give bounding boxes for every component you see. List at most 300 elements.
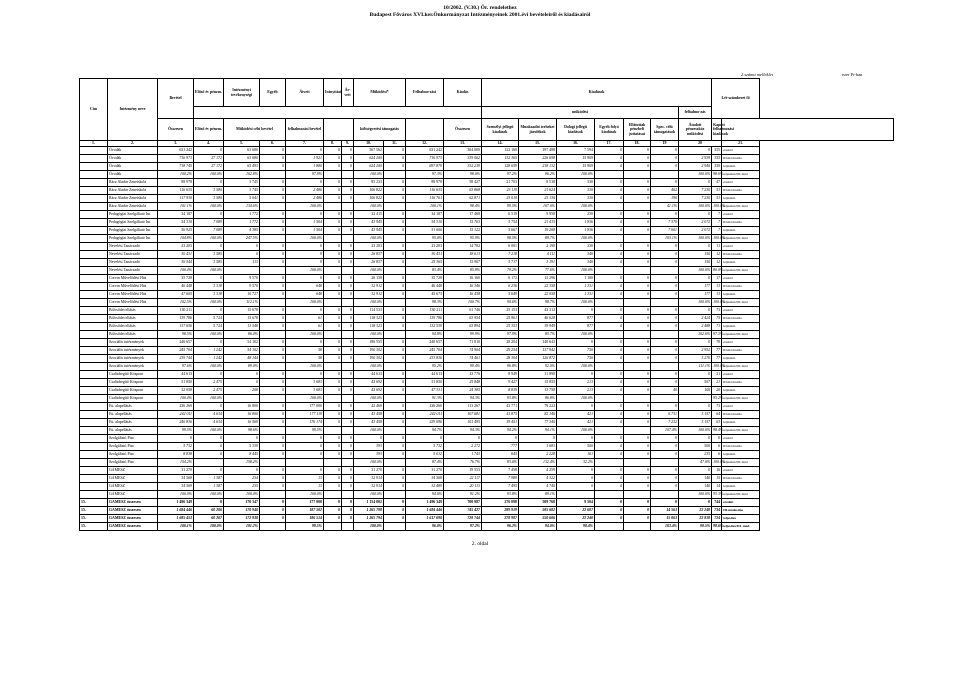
table-cell: 236 260	[406, 403, 444, 411]
row-intezmeny: Óvodák	[108, 171, 158, 179]
table-cell: 40	[651, 387, 679, 395]
table-row	[80, 435, 894, 443]
row-cim	[80, 299, 108, 307]
table-cell: 20	[712, 387, 722, 395]
table-cell: 254	[224, 475, 260, 483]
row-intezmeny: Családsegítő Központ	[108, 371, 158, 379]
table-cell: 63 680	[224, 147, 260, 155]
table-cell: 0	[384, 443, 406, 451]
table-cell: 34 568	[406, 475, 444, 483]
table-row	[80, 275, 894, 283]
table-cell: 100.0%	[679, 235, 712, 243]
table-cell: 16 800	[224, 411, 260, 419]
table-cell: 44 613	[354, 371, 384, 379]
table-cell: 10 727	[224, 291, 260, 299]
table-cell: 47 331	[406, 387, 444, 395]
table-cell: 0	[624, 323, 651, 331]
table-cell: 247.5%	[224, 235, 260, 243]
table-cell: 0	[324, 355, 342, 363]
table-cell: 0	[384, 163, 406, 171]
table-cell: 132 365	[482, 155, 519, 163]
table-cell: 85.7%	[519, 331, 557, 339]
table-cell: 101.2%	[224, 523, 260, 531]
table-cell: 5 012	[406, 451, 444, 459]
row-intezmeny: Családsegítő Központ	[108, 379, 158, 387]
table-cell: 462	[651, 187, 679, 195]
table-cell: 0	[324, 475, 342, 483]
table-cell: 0	[595, 379, 624, 387]
table-cell: 15 678	[224, 315, 260, 323]
table-cell: 107.0%	[519, 203, 557, 211]
table-cell: 240 836	[158, 419, 194, 427]
table-cell: 140	[679, 483, 712, 491]
table-cell: 0	[624, 315, 651, 323]
row-cim	[80, 227, 108, 235]
table-cell: 32 912	[354, 291, 384, 299]
col-mukodesi-sub: működési	[482, 107, 679, 119]
table-cell	[557, 491, 595, 499]
row-note: teljesítés	[722, 195, 760, 203]
row-note: teljesítés/III. mód	[722, 203, 760, 211]
table-cell: 79.2%	[482, 267, 519, 275]
table-cell: 7 232	[651, 419, 679, 427]
table-cell: 255	[224, 483, 260, 491]
table-cell	[384, 459, 406, 467]
row-cim	[80, 347, 108, 355]
row-cim	[80, 371, 108, 379]
col-bevetel: Bevétel	[158, 79, 194, 119]
table-cell: 0	[624, 507, 651, 515]
row-cim	[80, 307, 108, 315]
table-cell: 0	[384, 387, 406, 395]
table-cell: 22 818	[679, 515, 712, 523]
table-cell: 132.4%	[519, 459, 557, 467]
table-cell: 6	[712, 451, 722, 459]
table-cell: 0	[651, 163, 679, 171]
table-cell: 0	[324, 451, 342, 459]
table-cell: 0	[595, 323, 624, 331]
table-cell: 99.4%	[444, 363, 482, 371]
table-cell	[595, 523, 624, 531]
row-note: teljesítés/III. mód	[722, 171, 760, 179]
table-cell: 0	[194, 371, 224, 379]
table-cell: 14 563	[651, 507, 679, 515]
table-cell: 289 919	[482, 507, 519, 515]
table-cell: 230	[557, 243, 595, 251]
row-intezmeny: Bölcsődei ellátás	[108, 323, 158, 331]
table-cell: 0	[194, 179, 224, 187]
table-cell: 22 248	[679, 507, 712, 515]
table-cell: 0	[342, 339, 354, 347]
table-row	[80, 211, 894, 219]
table-cell: 0	[624, 355, 651, 363]
table-cell: 14 782	[444, 243, 482, 251]
table-cell: 0	[595, 251, 624, 259]
table-cell: 0	[342, 435, 354, 443]
table-cell: 100.0%	[354, 203, 384, 211]
table-cell: 0	[651, 323, 679, 331]
table-cell: 88 978	[158, 179, 194, 187]
table-cell: 100.0%	[286, 267, 324, 275]
table-cell: 0	[260, 283, 286, 291]
table-cell: 106 822	[354, 187, 384, 195]
table-cell: 98.3%	[406, 299, 444, 307]
table-cell: 100.0%	[194, 491, 224, 499]
table-cell: 3 580	[194, 195, 224, 203]
table-cell: 0	[595, 315, 624, 323]
table-cell: 96.2%	[519, 171, 557, 179]
table-cell: 13 548	[224, 323, 260, 331]
table-cell: 0	[342, 507, 354, 515]
table-cell	[384, 267, 406, 275]
table-cell: 100.7%	[444, 299, 482, 307]
table-cell: 2 190	[519, 243, 557, 251]
table-cell: 0	[651, 435, 679, 443]
table-cell: 98.0%	[444, 171, 482, 179]
row-intezmeny: Szociális intézmények	[108, 355, 158, 363]
table-row	[80, 195, 894, 203]
table-cell: 100.0%	[354, 459, 384, 467]
table-cell: 0	[557, 371, 595, 379]
table-cell: 0	[384, 403, 406, 411]
table-cell: 0	[286, 443, 324, 451]
table-cell	[260, 523, 286, 531]
column-number: 20	[679, 141, 722, 147]
table-cell: 0	[342, 499, 354, 507]
table-cell: 233 836	[406, 355, 444, 363]
table-cell: 51	[712, 187, 722, 195]
table-cell	[324, 395, 342, 403]
table-cell: 0	[342, 307, 354, 315]
table-cell: 242 011	[406, 411, 444, 419]
column-number: 5.	[224, 141, 260, 147]
table-cell: 89.0%	[224, 363, 260, 371]
table-cell: 750	[557, 355, 595, 363]
table-cell: 197 488	[519, 147, 557, 155]
row-note: III.módosítás	[722, 411, 760, 419]
table-cell	[624, 331, 651, 339]
table-cell: 1 772	[224, 219, 260, 227]
table-cell: 0	[384, 179, 406, 187]
table-cell: 0	[679, 243, 712, 251]
table-row	[80, 331, 894, 339]
table-cell: 0	[324, 219, 342, 227]
table-cell: 0	[384, 251, 406, 259]
table-cell: 3 157	[679, 411, 712, 419]
table-cell: 7 230	[679, 187, 712, 195]
table-cell: 8 838	[158, 451, 194, 459]
table-cell: 0	[624, 243, 651, 251]
row-cim: 15.	[80, 507, 108, 515]
table-cell: 6 236	[482, 283, 519, 291]
table-cell: 100.0%	[194, 267, 224, 275]
table-cell: 0	[595, 371, 624, 379]
table-cell: 0	[651, 475, 679, 483]
row-intezmeny: Nevelési Tanácsadó	[108, 267, 158, 275]
table-cell: 1 936	[557, 227, 595, 235]
row-cim	[80, 395, 108, 403]
table-cell: 64	[712, 411, 722, 419]
table-cell: 0	[342, 379, 354, 387]
table-cell: 0	[482, 435, 519, 443]
table-cell: 62 871	[444, 195, 482, 203]
table-cell: 51 850	[158, 379, 194, 387]
table-cell: 161	[557, 451, 595, 459]
table-cell	[595, 299, 624, 307]
table-cell: 0	[260, 179, 286, 187]
table-cell: 7	[712, 219, 722, 227]
table-cell: 2 486	[286, 187, 324, 195]
table-cell: 0	[519, 435, 557, 443]
table-cell: 0	[260, 307, 286, 315]
table-cell: 624 200	[354, 163, 384, 171]
table-cell: 0	[224, 371, 260, 379]
table-cell: 25 153	[482, 307, 519, 315]
table-cell: 2 940	[679, 163, 712, 171]
table-cell: 0	[595, 515, 624, 523]
table-cell: 0	[651, 467, 679, 475]
table-cell: 0	[260, 411, 286, 419]
row-intezmeny: Rácz Aladár Zeneiskola	[108, 203, 158, 211]
col-mukodesi: Működési*	[354, 79, 406, 107]
table-cell: 8 445	[224, 451, 260, 459]
table-cell: 101 495	[444, 419, 482, 427]
table-cell: 97.2%	[444, 523, 482, 531]
table-cell: 0	[260, 483, 286, 491]
table-cell: 0	[651, 339, 679, 347]
table-cell: 0	[342, 179, 354, 187]
table-cell: 0	[624, 147, 651, 155]
table-cell: 250	[557, 211, 595, 219]
table-cell: 43 771	[482, 403, 519, 411]
table-cell: 5 649	[482, 291, 519, 299]
table-cell	[595, 331, 624, 339]
table-cell: 100.1%	[158, 523, 194, 531]
table-cell: 100.0%	[286, 235, 324, 243]
table-cell: 0	[651, 259, 679, 267]
table-cell: 0	[384, 419, 406, 427]
table-cell: 83.4%	[406, 267, 444, 275]
column-number: 7.	[286, 141, 324, 147]
table-cell: 0	[260, 419, 286, 427]
column-number: 16.	[557, 141, 595, 147]
table-cell: 100.0%	[679, 299, 712, 307]
table-cell: 2 475	[194, 387, 224, 395]
table-cell: 0	[595, 411, 624, 419]
table-cell: 19 208	[519, 227, 557, 235]
table-cell	[342, 299, 354, 307]
table-cell	[624, 203, 651, 211]
table-cell: 13	[286, 475, 324, 483]
table-cell: 0	[260, 155, 286, 163]
table-cell: 0	[595, 419, 624, 427]
table-cell: 728 744	[444, 515, 482, 523]
table-row	[80, 371, 894, 379]
row-intezmeny: Eü. alapellátás	[108, 419, 158, 427]
table-cell: 0	[384, 227, 406, 235]
table-cell: 61	[286, 323, 324, 331]
table-cell: 0	[342, 467, 354, 475]
table-cell: 100.0%	[557, 267, 595, 275]
table-cell: 13	[712, 291, 722, 299]
table-cell: 9 427	[482, 379, 519, 387]
table-row	[80, 403, 894, 411]
table-row	[80, 339, 894, 347]
table-cell: 27 172	[194, 155, 224, 163]
table-cell: 99.5%	[482, 203, 519, 211]
table-cell: 94.1%	[519, 427, 557, 435]
table-cell: 0	[260, 251, 286, 259]
row-cim	[80, 467, 108, 475]
row-note: eredeti	[722, 403, 760, 411]
table-cell: 0	[679, 147, 712, 155]
row-cim	[80, 203, 108, 211]
table-cell: 0	[342, 187, 354, 195]
table-cell: 99.5%	[286, 523, 324, 531]
table-cell: 0	[624, 163, 651, 171]
row-note: teljesítés/III. mód	[722, 459, 760, 467]
table-cell: 0	[260, 195, 286, 203]
table-cell: 0	[194, 435, 224, 443]
table-cell: 2 072	[679, 219, 712, 227]
table-cell: 100.0%	[354, 235, 384, 243]
table-cell: 7 370	[651, 219, 679, 227]
table-cell	[384, 523, 406, 531]
table-cell: 4 740	[519, 483, 557, 491]
row-note: III.módosítás	[722, 155, 760, 163]
table-cell: 43 458	[354, 419, 384, 427]
col-osszesen: Összesen	[158, 119, 194, 141]
table-cell: 0	[595, 219, 624, 227]
table-cell: 187 502	[286, 507, 324, 515]
table-cell	[624, 235, 651, 243]
table-cell: 0	[342, 443, 354, 451]
table-cell: 47 605	[158, 291, 194, 299]
table-cell: 0	[286, 467, 324, 475]
table-cell: 0	[624, 275, 651, 283]
table-cell: 0	[624, 443, 651, 451]
table-cell: 82 146	[519, 411, 557, 419]
row-note: teljesítés	[722, 291, 760, 299]
table-cell: 177 000	[286, 403, 324, 411]
table-cell	[342, 267, 354, 275]
row-note: III.módosítás	[722, 443, 760, 451]
table-cell: 150	[679, 259, 712, 267]
table-cell: 46 628	[519, 315, 557, 323]
table-cell: 1 743	[444, 451, 482, 459]
table-cell: 213	[557, 387, 595, 395]
table-cell: 100.0%	[286, 299, 324, 307]
table-cell: 0	[595, 227, 624, 235]
table-cell: 22 358	[519, 283, 557, 291]
table-cell: 0	[384, 307, 406, 315]
table-cell: 100.0%	[354, 491, 384, 499]
row-intezmeny: Óvodák	[108, 163, 158, 171]
table-cell: 100.0%	[557, 331, 595, 339]
row-intezmeny: GAMESZ	[108, 483, 158, 491]
row-note: eredeti	[722, 211, 760, 219]
table-cell: 6 519	[482, 211, 519, 219]
table-cell: 58	[286, 355, 324, 363]
table-cell: 0	[595, 475, 624, 483]
table-cell: 100.0%	[557, 299, 595, 307]
table-cell: 240 657	[406, 339, 444, 347]
table-cell: 6 001	[482, 243, 519, 251]
table-cell	[260, 427, 286, 435]
table-cell: 697 879	[406, 163, 444, 171]
table-cell	[651, 299, 679, 307]
table-cell: 22 117	[444, 475, 482, 483]
table-row	[80, 483, 894, 491]
row-note: teljesítés	[722, 355, 760, 363]
table-cell: 7 230	[679, 195, 712, 203]
table-cell: 3 318	[194, 291, 224, 299]
table-cell	[324, 171, 342, 179]
table-cell: 5 724	[194, 323, 224, 331]
row-cim	[80, 491, 108, 499]
row-note: teljesítés	[722, 419, 760, 427]
table-row	[80, 259, 894, 267]
table-cell: 74 461	[444, 355, 482, 363]
table-cell: 100.0%	[194, 523, 224, 531]
table-cell: 100.0%	[557, 427, 595, 435]
row-cim	[80, 195, 108, 203]
table-cell: 93.8%	[482, 491, 519, 499]
table-cell: 46 448	[158, 283, 194, 291]
table-cell: 0	[624, 483, 651, 491]
table-cell: 21	[712, 371, 722, 379]
table-cell: 0	[260, 387, 286, 395]
table-cell: 0	[260, 219, 286, 227]
table-cell: 102.8%	[224, 171, 260, 179]
row-intezmeny: Corvin Művelődési Ház	[108, 291, 158, 299]
table-cell: 2 272	[444, 443, 482, 451]
table-cell: 100.0%	[286, 363, 324, 371]
table-cell: 0	[324, 371, 342, 379]
table-cell: 3 318	[194, 283, 224, 291]
column-number: 13.	[444, 141, 482, 147]
row-note: teljesítés/III. mód	[722, 235, 760, 243]
table-cell: 0	[384, 155, 406, 163]
table-cell: 9	[286, 251, 324, 259]
table-cell	[384, 491, 406, 499]
table-cell: 23 203	[406, 243, 444, 251]
table-cell: 29 254	[482, 347, 519, 355]
table-cell: 95.2%	[712, 395, 722, 403]
table-row	[80, 299, 894, 307]
row-note: teljesítés	[722, 227, 760, 235]
table-cell	[342, 395, 354, 403]
table-cell: 0	[384, 475, 406, 483]
table-cell	[384, 395, 406, 403]
table-row	[80, 411, 894, 419]
table-cell: 89.1%	[519, 491, 557, 499]
table-cell: 0	[384, 259, 406, 267]
table-cell: 25 365	[406, 259, 444, 267]
table-cell: 0	[324, 507, 342, 515]
column-number: 9.	[342, 141, 354, 147]
table-cell: 78	[712, 339, 722, 347]
table-cell: 51	[712, 195, 722, 203]
col-atadott: Átadott pénzeszköz működési	[679, 119, 712, 141]
table-cell: 60 207	[194, 515, 224, 523]
table-cell: 0	[384, 283, 406, 291]
row-intezmeny: GAMESZ összesen	[108, 515, 158, 523]
table-cell: 75	[712, 315, 722, 323]
table-cell: 0	[624, 179, 651, 187]
table-cell: 0	[286, 339, 324, 347]
table-cell: 0	[260, 451, 286, 459]
